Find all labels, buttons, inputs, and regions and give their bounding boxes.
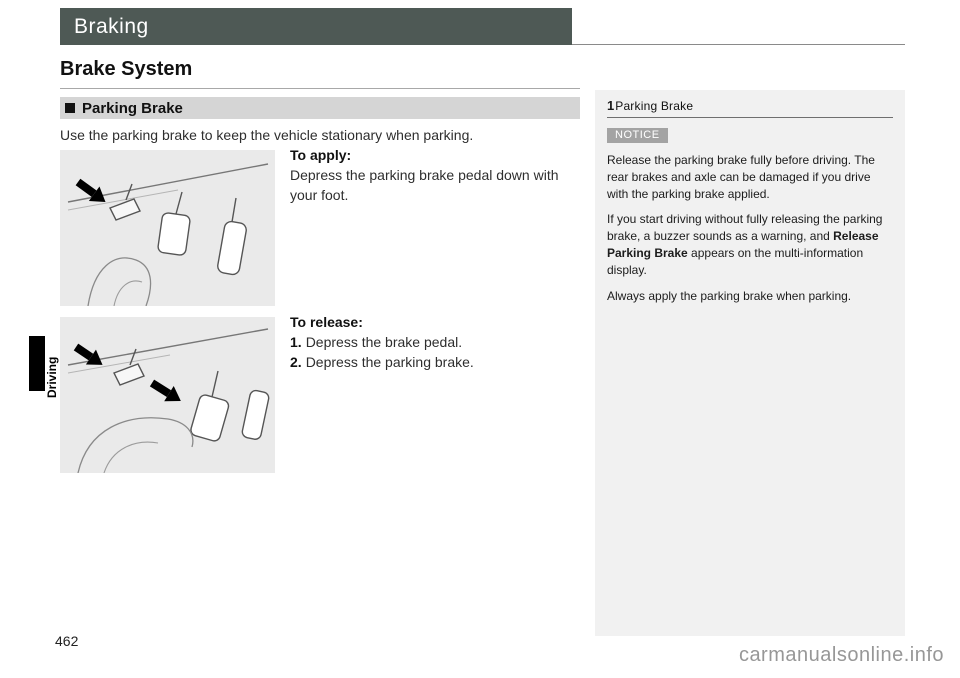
release-parking-brake-message: Release Parking Brake bbox=[607, 229, 879, 260]
parking-brake-apply-drawing bbox=[60, 150, 275, 306]
section-title: Brake System bbox=[60, 58, 193, 80]
apply-instructions bbox=[290, 146, 582, 206]
apply-heading: To apply: bbox=[290, 147, 352, 163]
chapter-header-row bbox=[60, 8, 905, 45]
release-step-2 bbox=[290, 353, 582, 373]
subsection-title: Parking Brake bbox=[82, 99, 183, 117]
chapter-tab-marker bbox=[29, 336, 45, 391]
chapter-title: Braking bbox=[74, 15, 149, 38]
sidebar-paragraph-1: Release the parking brake fully before driving. The rear brakes and axle can be damaged if you drive with the parking brake applied. bbox=[607, 153, 875, 201]
sidebar-header bbox=[607, 98, 893, 118]
watermark-text: carmanualsonline.info bbox=[738, 644, 944, 666]
step-number: 1. bbox=[290, 333, 302, 350]
sidebar-paragraph-2 bbox=[607, 211, 893, 278]
square-bullet-icon bbox=[65, 103, 75, 113]
parking-brake-release-illustration bbox=[60, 317, 275, 473]
step-text: Depress the brake pedal. bbox=[305, 333, 463, 350]
release-step-1 bbox=[290, 333, 582, 353]
apply-body: Depress the parking brake pedal down with your foot. bbox=[290, 166, 559, 203]
sidebar-notes-panel bbox=[595, 90, 905, 636]
section-divider bbox=[60, 88, 580, 89]
parking-brake-release-drawing bbox=[60, 317, 275, 473]
intro-text: Use the parking brake to keep the vehicle stationary when parking. bbox=[60, 127, 474, 143]
chapter-title-bar bbox=[60, 8, 572, 45]
page-number: 462 bbox=[55, 633, 79, 649]
sidebar-paragraph-3: Always apply the parking brake when parking. bbox=[607, 288, 852, 303]
sidebar-title: Parking Brake bbox=[615, 99, 694, 113]
notice-badge: NOTICE bbox=[607, 128, 668, 143]
subsection-bar bbox=[60, 97, 580, 119]
paragraph-text: If you start driving without fully releasing the parking brake, a buzzer sounds as a warning, and bbox=[607, 212, 883, 244]
paragraph-text: appears on the multi-information display. bbox=[607, 245, 864, 277]
step-text: Depress the parking brake. bbox=[305, 353, 474, 370]
chapter-tab-label: Driving bbox=[45, 356, 59, 398]
sidebar-ref-number: 1 bbox=[607, 98, 615, 113]
release-instructions bbox=[290, 313, 582, 373]
parking-brake-apply-illustration bbox=[60, 150, 275, 306]
step-number: 2. bbox=[290, 353, 302, 370]
release-heading: To release: bbox=[290, 314, 363, 330]
